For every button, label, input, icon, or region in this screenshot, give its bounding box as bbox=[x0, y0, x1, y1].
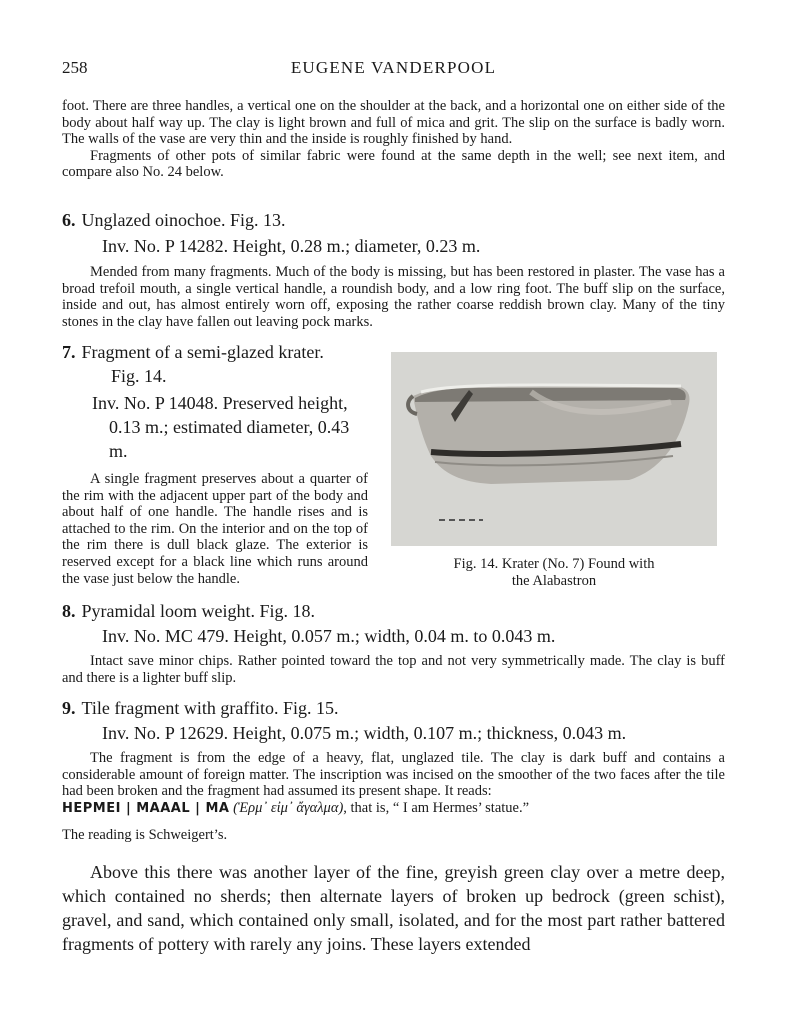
running-header bbox=[62, 58, 725, 82]
item-7-description: A single fragment preserves about a quarter of the rim with the adjacent upper part of the body and about half of one handle. The handle rises and is attached to the rim. On the interior and on the top of the rim there is dull black glaze. The exterior is reserved except for a black line which runs around the vase just below the handle. bbox=[62, 471, 368, 587]
krater-fragment-illustration bbox=[391, 352, 717, 546]
item-9-translation: , that is, “ I am Hermes’ statue.” bbox=[343, 799, 530, 816]
item-9-number: 9. bbox=[62, 698, 76, 718]
item-7-heading bbox=[62, 340, 368, 364]
item-8-heading bbox=[62, 599, 725, 623]
figure-14-caption bbox=[391, 556, 717, 590]
item-8-number: 8. bbox=[62, 601, 76, 621]
figure-14-photo bbox=[391, 352, 717, 546]
item-7-inv-line1: Inv. No. P 14048. Preserved height, bbox=[92, 393, 348, 413]
item-6-number: 6. bbox=[62, 210, 76, 230]
item-9-inventory: Inv. No. P 12629. Height, 0.075 m.; width, 0.107 m.; thickness, 0.043 m. bbox=[102, 723, 627, 743]
intro-paragraph-1: foot. There are three handles, a vertical one on the shoulder at the back, and a horizontal one on either side of the body about half way up. The clay is light brown and full of mica and grit. The slip on the surface is badly worn. The walls of the vase are very thin and the inside is roughly finished by hand. bbox=[62, 98, 725, 148]
item-9 bbox=[62, 696, 725, 844]
item-7-number: 7. bbox=[62, 342, 76, 362]
item-6-title: Unglazed oinochoe. Fig. 13. bbox=[81, 210, 286, 230]
item-9-description: The fragment is from the edge of a heavy, flat, unglazed tile. The clay is dark buff and contains a considerable amount of foreign matter. The inscription was incised on the smoother of the two faces after the tile had been broken and the fragment had assumed its present shape. It reads: bbox=[62, 750, 725, 800]
item-9-title: Tile fragment with graffito. Fig. 15. bbox=[81, 698, 339, 718]
item-7-inv-line2: 0.13 m.; estimated diameter, 0.43 bbox=[109, 417, 350, 437]
intro-paragraph-2: Fragments of other pots of similar fabric were found at the same depth in the well; see next item, and compare also No. 24 below. bbox=[62, 147, 725, 181]
closing-paragraph: Above this there was another layer of the fine, greyish green clay over a metre deep, which contained no sherds; then alternate layers of broken up bedrock (green schist), gravel, and sand, which contained only small, isolated, and for the most part rather battered fragments of pottery with rarely any joins. These layers extended bbox=[62, 862, 725, 954]
item-8-title: Pyramidal loom weight. Fig. 18. bbox=[81, 601, 315, 621]
item-6-heading bbox=[62, 208, 725, 232]
intro-section bbox=[62, 98, 725, 181]
page-number: 258 bbox=[62, 58, 88, 77]
closing-section bbox=[62, 860, 725, 956]
item-6-inventory: Inv. No. P 14282. Height, 0.28 m.; diameter, 0.23 m. bbox=[102, 236, 481, 256]
item-6 bbox=[62, 208, 725, 330]
item-7-title-line1: Fragment of a semi-glazed krater. bbox=[81, 342, 324, 362]
item-9-reading: The reading is Schweigert’s. bbox=[62, 827, 228, 844]
item-8-inventory: Inv. No. MC 479. Height, 0.057 m.; width, 0.04 m. to 0.043 m. bbox=[102, 626, 556, 646]
item-6-description: Mended from many fragments. Much of the body is missing, but has been restored in plaster. The vase has a broad trefoil mouth, a single vertical handle, a roundish body, and a low ring foot. The buff slip on the surface, inside and out, has almost entirely worn off, exposing the rather coarse reddish brown clay. Many of the tiny stones in the clay have fallen out leaving pock marks. bbox=[62, 264, 725, 330]
figure-14-caption-line2: the Alabastron bbox=[511, 573, 597, 589]
item-9-inscription-line bbox=[62, 800, 725, 818]
running-title: EUGENE VANDERPOOL bbox=[290, 58, 497, 77]
item-8 bbox=[62, 599, 725, 686]
item-7-inv-line3: m. bbox=[109, 441, 128, 461]
item-9-inscription: HEPMEI | MAAAL | MA bbox=[62, 800, 230, 816]
figure-14-caption-line1: Fig. 14. Krater (No. 7) Found with bbox=[453, 556, 655, 572]
item-9-heading bbox=[62, 696, 725, 720]
item-7 bbox=[62, 340, 368, 587]
item-9-greek: (Ἑρμ᾽ εἰμ᾽ ἄγαλμα) bbox=[233, 799, 344, 816]
item-8-description: Intact save minor chips. Rather pointed toward the top and not very symmetrically made. The clay is buff and there is a lighter buff slip. bbox=[62, 653, 725, 686]
item-7-title-line2: Fig. 14. bbox=[111, 366, 167, 386]
